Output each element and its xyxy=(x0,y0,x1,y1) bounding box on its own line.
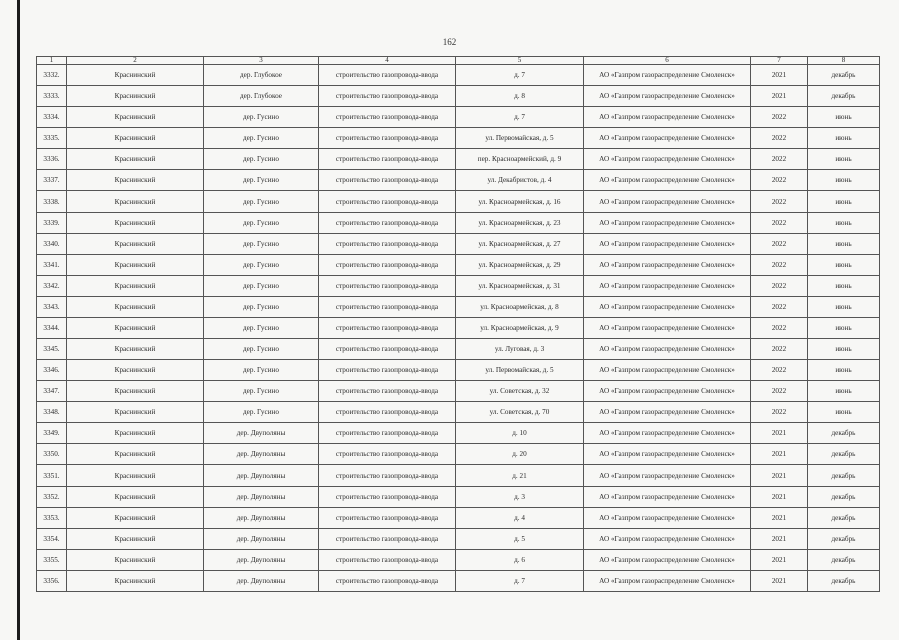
work-type-cell: строительство газопровода-ввода xyxy=(319,275,456,296)
work-type-cell: строительство газопровода-ввода xyxy=(319,128,456,149)
settlement-cell: дер. Двуполяны xyxy=(204,486,319,507)
year-cell: 2022 xyxy=(751,107,808,128)
settlement-cell: дер. Гусино xyxy=(204,170,319,191)
row-number-cell: 3343. xyxy=(37,296,67,317)
column-header: 2 xyxy=(67,57,204,65)
district-cell: Краснинский xyxy=(67,296,204,317)
table-row xyxy=(37,233,880,254)
year-cell: 2022 xyxy=(751,317,808,338)
column-header: 8 xyxy=(808,57,880,65)
district-cell: Краснинский xyxy=(67,465,204,486)
row-number-cell: 3350. xyxy=(37,444,67,465)
organization-cell: АО «Газпром газораспределение Смоленск» xyxy=(584,402,751,423)
row-number-cell: 3346. xyxy=(37,360,67,381)
address-cell: д. 4 xyxy=(456,507,584,528)
district-cell: Краснинский xyxy=(67,339,204,360)
year-cell: 2022 xyxy=(751,212,808,233)
row-number-cell: 3334. xyxy=(37,107,67,128)
address-cell: ул. Луговая, д. 3 xyxy=(456,339,584,360)
year-cell: 2021 xyxy=(751,507,808,528)
district-cell: Краснинский xyxy=(67,275,204,296)
settlement-cell: дер. Двуполяны xyxy=(204,465,319,486)
row-number-cell: 3348. xyxy=(37,402,67,423)
table-row xyxy=(37,486,880,507)
organization-cell: АО «Газпром газораспределение Смоленск» xyxy=(584,86,751,107)
table-row xyxy=(37,170,880,191)
work-type-cell: строительство газопровода-ввода xyxy=(319,86,456,107)
settlement-cell: дер. Гусино xyxy=(204,360,319,381)
month-cell: декабрь xyxy=(808,549,880,570)
table-row xyxy=(37,423,880,444)
table-row xyxy=(37,254,880,275)
settlement-cell: дер. Гусино xyxy=(204,402,319,423)
settlement-cell: дер. Гусино xyxy=(204,339,319,360)
address-cell: д. 21 xyxy=(456,465,584,486)
work-type-cell: строительство газопровода-ввода xyxy=(319,549,456,570)
district-cell: Краснинский xyxy=(67,360,204,381)
address-cell: ул. Советская, д. 32 xyxy=(456,381,584,402)
year-cell: 2022 xyxy=(751,381,808,402)
organization-cell: АО «Газпром газораспределение Смоленск» xyxy=(584,549,751,570)
year-cell: 2022 xyxy=(751,275,808,296)
row-number-cell: 3340. xyxy=(37,233,67,254)
work-type-cell: строительство газопровода-ввода xyxy=(319,360,456,381)
page-margin-bar xyxy=(17,0,20,640)
table-row xyxy=(37,570,880,591)
work-type-cell: строительство газопровода-ввода xyxy=(319,254,456,275)
column-header: 4 xyxy=(319,57,456,65)
settlement-cell: дер. Двуполяны xyxy=(204,549,319,570)
month-cell: июнь xyxy=(808,191,880,212)
organization-cell: АО «Газпром газораспределение Смоленск» xyxy=(584,296,751,317)
year-cell: 2021 xyxy=(751,528,808,549)
row-number-cell: 3354. xyxy=(37,528,67,549)
address-cell: ул. Советская, д. 70 xyxy=(456,402,584,423)
address-cell: д. 3 xyxy=(456,486,584,507)
table-row xyxy=(37,191,880,212)
work-type-cell: строительство газопровода-ввода xyxy=(319,507,456,528)
settlement-cell: дер. Гусино xyxy=(204,317,319,338)
year-cell: 2022 xyxy=(751,339,808,360)
table-row xyxy=(37,275,880,296)
month-cell: июнь xyxy=(808,128,880,149)
organization-cell: АО «Газпром газораспределение Смоленск» xyxy=(584,107,751,128)
month-cell: декабрь xyxy=(808,444,880,465)
district-cell: Краснинский xyxy=(67,444,204,465)
address-cell: ул. Красноармейская, д. 31 xyxy=(456,275,584,296)
organization-cell: АО «Газпром газораспределение Смоленск» xyxy=(584,191,751,212)
page-number: 162 xyxy=(442,37,457,47)
month-cell: июнь xyxy=(808,317,880,338)
month-cell: июнь xyxy=(808,275,880,296)
work-type-cell: строительство газопровода-ввода xyxy=(319,317,456,338)
district-cell: Краснинский xyxy=(67,233,204,254)
address-cell: ул. Красноармейская, д. 16 xyxy=(456,191,584,212)
table-row xyxy=(37,317,880,338)
organization-cell: АО «Газпром газораспределение Смоленск» xyxy=(584,528,751,549)
district-cell: Краснинский xyxy=(67,170,204,191)
address-cell: ул. Красноармейская, д. 29 xyxy=(456,254,584,275)
month-cell: июнь xyxy=(808,381,880,402)
address-cell: д. 7 xyxy=(456,570,584,591)
table-row xyxy=(37,107,880,128)
row-number-cell: 3332. xyxy=(37,65,67,86)
column-header: 3 xyxy=(204,57,319,65)
district-cell: Краснинский xyxy=(67,254,204,275)
district-cell: Краснинский xyxy=(67,570,204,591)
settlement-cell: дер. Гусино xyxy=(204,233,319,254)
district-cell: Краснинский xyxy=(67,381,204,402)
address-cell: д. 10 xyxy=(456,423,584,444)
work-type-cell: строительство газопровода-ввода xyxy=(319,296,456,317)
organization-cell: АО «Газпром газораспределение Смоленск» xyxy=(584,570,751,591)
table-row xyxy=(37,528,880,549)
month-cell: декабрь xyxy=(808,486,880,507)
table-row xyxy=(37,381,880,402)
table-row xyxy=(37,444,880,465)
table-row xyxy=(37,128,880,149)
year-cell: 2022 xyxy=(751,296,808,317)
settlement-cell: дер. Гусино xyxy=(204,381,319,402)
row-number-cell: 3342. xyxy=(37,275,67,296)
work-type-cell: строительство газопровода-ввода xyxy=(319,486,456,507)
organization-cell: АО «Газпром газораспределение Смоленск» xyxy=(584,317,751,338)
month-cell: декабрь xyxy=(808,65,880,86)
year-cell: 2021 xyxy=(751,549,808,570)
month-cell: июнь xyxy=(808,296,880,317)
row-number-cell: 3356. xyxy=(37,570,67,591)
organization-cell: АО «Газпром газораспределение Смоленск» xyxy=(584,360,751,381)
year-cell: 2021 xyxy=(751,465,808,486)
organization-cell: АО «Газпром газораспределение Смоленск» xyxy=(584,233,751,254)
year-cell: 2021 xyxy=(751,444,808,465)
table-row xyxy=(37,402,880,423)
address-cell: ул. Декабристов, д. 4 xyxy=(456,170,584,191)
work-type-cell: строительство газопровода-ввода xyxy=(319,402,456,423)
table-row xyxy=(37,296,880,317)
row-number-cell: 3345. xyxy=(37,339,67,360)
year-cell: 2021 xyxy=(751,570,808,591)
year-cell: 2022 xyxy=(751,128,808,149)
table-row xyxy=(37,360,880,381)
month-cell: июнь xyxy=(808,233,880,254)
month-cell: июнь xyxy=(808,212,880,233)
row-number-cell: 3339. xyxy=(37,212,67,233)
settlement-cell: дер. Двуполяны xyxy=(204,507,319,528)
organization-cell: АО «Газпром газораспределение Смоленск» xyxy=(584,381,751,402)
year-cell: 2021 xyxy=(751,86,808,107)
year-cell: 2022 xyxy=(751,170,808,191)
month-cell: июнь xyxy=(808,107,880,128)
settlement-cell: дер. Двуполяны xyxy=(204,528,319,549)
row-number-cell: 3355. xyxy=(37,549,67,570)
organization-cell: АО «Газпром газораспределение Смоленск» xyxy=(584,275,751,296)
work-type-cell: строительство газопровода-ввода xyxy=(319,149,456,170)
work-type-cell: строительство газопровода-ввода xyxy=(319,107,456,128)
row-number-cell: 3353. xyxy=(37,507,67,528)
table-row xyxy=(37,212,880,233)
work-type-cell: строительство газопровода-ввода xyxy=(319,233,456,254)
row-number-cell: 3352. xyxy=(37,486,67,507)
table-row xyxy=(37,65,880,86)
row-number-cell: 3347. xyxy=(37,381,67,402)
year-cell: 2021 xyxy=(751,423,808,444)
district-cell: Краснинский xyxy=(67,528,204,549)
district-cell: Краснинский xyxy=(67,486,204,507)
month-cell: декабрь xyxy=(808,507,880,528)
month-cell: июнь xyxy=(808,339,880,360)
table-row xyxy=(37,549,880,570)
work-type-cell: строительство газопровода-ввода xyxy=(319,170,456,191)
table-row xyxy=(37,149,880,170)
settlement-cell: дер. Гусино xyxy=(204,149,319,170)
address-cell: д. 7 xyxy=(456,107,584,128)
organization-cell: АО «Газпром газораспределение Смоленск» xyxy=(584,465,751,486)
row-number-cell: 3344. xyxy=(37,317,67,338)
district-cell: Краснинский xyxy=(67,212,204,233)
column-header: 7 xyxy=(751,57,808,65)
organization-cell: АО «Газпром газораспределение Смоленск» xyxy=(584,486,751,507)
work-type-cell: строительство газопровода-ввода xyxy=(319,381,456,402)
year-cell: 2021 xyxy=(751,486,808,507)
address-cell: пер. Красноармейский, д. 9 xyxy=(456,149,584,170)
table-header-row xyxy=(37,57,880,65)
row-number-cell: 3335. xyxy=(37,128,67,149)
month-cell: июнь xyxy=(808,254,880,275)
settlement-cell: дер. Гусино xyxy=(204,254,319,275)
month-cell: июнь xyxy=(808,360,880,381)
settlement-cell: дер. Гусино xyxy=(204,128,319,149)
organization-cell: АО «Газпром газораспределение Смоленск» xyxy=(584,339,751,360)
organization-cell: АО «Газпром газораспределение Смоленск» xyxy=(584,444,751,465)
work-type-cell: строительство газопровода-ввода xyxy=(319,191,456,212)
district-cell: Краснинский xyxy=(67,149,204,170)
district-cell: Краснинский xyxy=(67,86,204,107)
column-header: 1 xyxy=(37,57,67,65)
organization-cell: АО «Газпром газораспределение Смоленск» xyxy=(584,254,751,275)
organization-cell: АО «Газпром газораспределение Смоленск» xyxy=(584,423,751,444)
year-cell: 2022 xyxy=(751,360,808,381)
address-cell: д. 8 xyxy=(456,86,584,107)
month-cell: декабрь xyxy=(808,465,880,486)
address-cell: д. 6 xyxy=(456,549,584,570)
year-cell: 2022 xyxy=(751,233,808,254)
work-type-cell: строительство газопровода-ввода xyxy=(319,570,456,591)
address-cell: д. 20 xyxy=(456,444,584,465)
settlement-cell: дер. Гусино xyxy=(204,275,319,296)
year-cell: 2022 xyxy=(751,254,808,275)
row-number-cell: 3333. xyxy=(37,86,67,107)
row-number-cell: 3336. xyxy=(37,149,67,170)
address-cell: ул. Красноармейская, д. 8 xyxy=(456,296,584,317)
settlement-cell: дер. Гусино xyxy=(204,107,319,128)
row-number-cell: 3341. xyxy=(37,254,67,275)
month-cell: июнь xyxy=(808,149,880,170)
settlement-cell: дер. Гусино xyxy=(204,191,319,212)
settlement-cell: дер. Двуполяны xyxy=(204,423,319,444)
address-cell: д. 7 xyxy=(456,65,584,86)
row-number-cell: 3351. xyxy=(37,465,67,486)
month-cell: декабрь xyxy=(808,528,880,549)
work-type-cell: строительство газопровода-ввода xyxy=(319,465,456,486)
organization-cell: АО «Газпром газораспределение Смоленск» xyxy=(584,170,751,191)
column-header: 5 xyxy=(456,57,584,65)
district-cell: Краснинский xyxy=(67,128,204,149)
table-body xyxy=(37,65,880,592)
organization-cell: АО «Газпром газораспределение Смоленск» xyxy=(584,149,751,170)
address-cell: ул. Красноармейская, д. 27 xyxy=(456,233,584,254)
settlement-cell: дер. Двуполяны xyxy=(204,570,319,591)
year-cell: 2022 xyxy=(751,149,808,170)
district-cell: Краснинский xyxy=(67,402,204,423)
settlement-cell: дер. Глубокое xyxy=(204,65,319,86)
settlement-cell: дер. Гусино xyxy=(204,296,319,317)
work-type-cell: строительство газопровода-ввода xyxy=(319,65,456,86)
address-cell: ул. Красноармейская, д. 9 xyxy=(456,317,584,338)
settlement-cell: дер. Гусино xyxy=(204,212,319,233)
row-number-cell: 3349. xyxy=(37,423,67,444)
work-type-cell: строительство газопровода-ввода xyxy=(319,212,456,233)
year-cell: 2022 xyxy=(751,402,808,423)
address-cell: ул. Красноармейская, д. 23 xyxy=(456,212,584,233)
organization-cell: АО «Газпром газораспределение Смоленск» xyxy=(584,212,751,233)
address-cell: ул. Первомайская, д. 5 xyxy=(456,360,584,381)
records-table xyxy=(36,56,880,592)
organization-cell: АО «Газпром газораспределение Смоленск» xyxy=(584,507,751,528)
district-cell: Краснинский xyxy=(67,423,204,444)
table-row xyxy=(37,507,880,528)
month-cell: июнь xyxy=(808,402,880,423)
month-cell: декабрь xyxy=(808,86,880,107)
address-cell: д. 5 xyxy=(456,528,584,549)
district-cell: Краснинский xyxy=(67,507,204,528)
year-cell: 2022 xyxy=(751,191,808,212)
month-cell: июнь xyxy=(808,170,880,191)
settlement-cell: дер. Двуполяны xyxy=(204,444,319,465)
address-cell: ул. Первомайская, д. 5 xyxy=(456,128,584,149)
organization-cell: АО «Газпром газораспределение Смоленск» xyxy=(584,65,751,86)
month-cell: декабрь xyxy=(808,423,880,444)
row-number-cell: 3337. xyxy=(37,170,67,191)
district-cell: Краснинский xyxy=(67,107,204,128)
table-row xyxy=(37,86,880,107)
table-row xyxy=(37,465,880,486)
year-cell: 2021 xyxy=(751,65,808,86)
district-cell: Краснинский xyxy=(67,65,204,86)
district-cell: Краснинский xyxy=(67,191,204,212)
district-cell: Краснинский xyxy=(67,549,204,570)
work-type-cell: строительство газопровода-ввода xyxy=(319,528,456,549)
row-number-cell: 3338. xyxy=(37,191,67,212)
settlement-cell: дер. Глубокое xyxy=(204,86,319,107)
organization-cell: АО «Газпром газораспределение Смоленск» xyxy=(584,128,751,149)
work-type-cell: строительство газопровода-ввода xyxy=(319,339,456,360)
month-cell: декабрь xyxy=(808,570,880,591)
work-type-cell: строительство газопровода-ввода xyxy=(319,444,456,465)
district-cell: Краснинский xyxy=(67,317,204,338)
work-type-cell: строительство газопровода-ввода xyxy=(319,423,456,444)
column-header: 6 xyxy=(584,57,751,65)
table-row xyxy=(37,339,880,360)
